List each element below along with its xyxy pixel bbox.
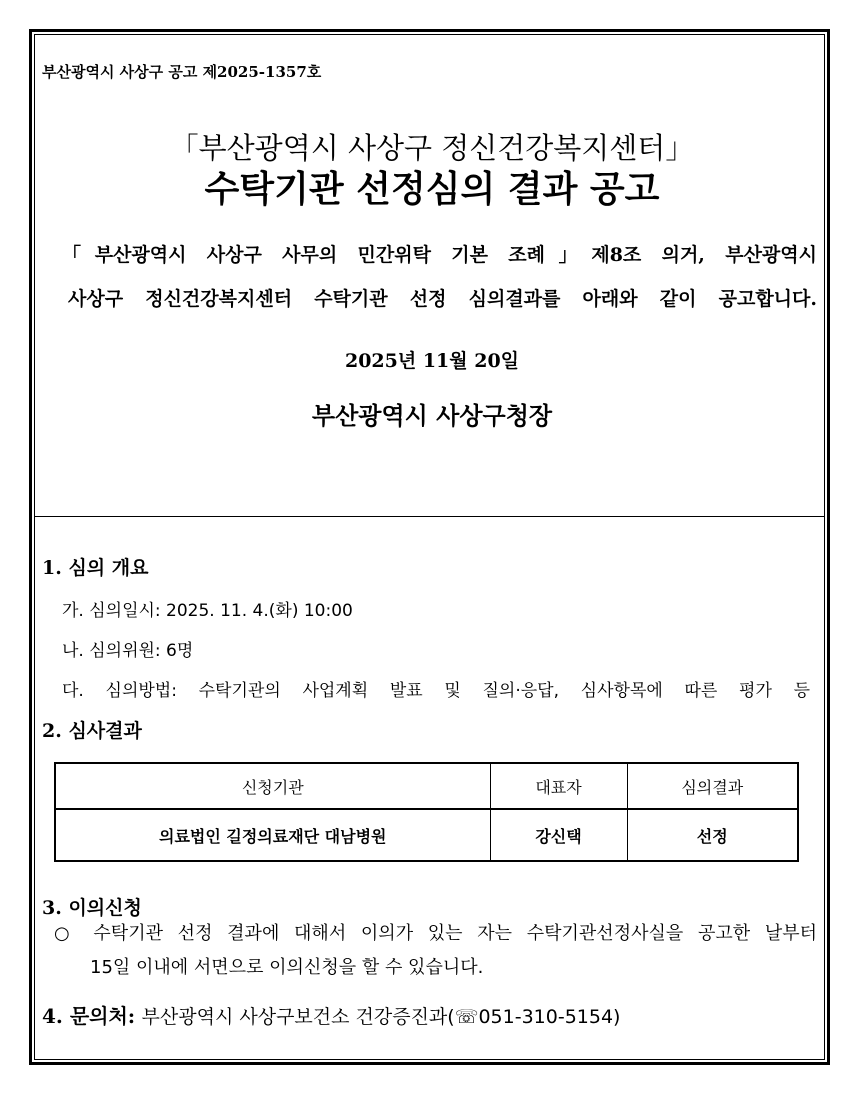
bullet-circle: ○ — [54, 923, 79, 944]
header-result: 심의결과 — [627, 763, 798, 809]
notice-date: 2025년 11월 20일 — [344, 350, 520, 372]
review-datetime: 가. 심의일시: 2025. 11. 4.(화) 10:00 — [62, 601, 353, 621]
result-table — [54, 762, 799, 862]
section-1-heading: 1. 심의 개요 — [42, 557, 149, 579]
objection-text-line-2: 15일 이내에 서면으로 이의신청을 할 수 있습니다. — [90, 957, 484, 978]
section-3-heading: 3. 이의신청 — [42, 897, 142, 919]
review-method: 다. 심의방법: 수탁기관의 사업계획 발표 및 질의·응답, 심사항목에 따른 평가 등 — [62, 681, 810, 701]
cell-result: 선정 — [627, 809, 798, 861]
title-line-1: 「부산광역시 사상구 정신건강복지센터」 — [169, 131, 695, 165]
table-header-row — [55, 763, 798, 809]
objection-text-1: 수탁기관 선정 결과에 대해서 이의가 있는 자는 수탁기관선정사실을 공고한 날부터 — [93, 923, 817, 944]
header-applicant: 신청기관 — [55, 763, 490, 809]
header-divider — [34, 516, 825, 517]
table-row — [55, 809, 798, 861]
contact-label: 4. 문의처: — [42, 1004, 136, 1028]
signer: 부산광역시 사상구청장 — [311, 401, 553, 430]
cell-representative: 강신택 — [490, 809, 627, 861]
cell-applicant: 의료법인 길정의료재단 대남병원 — [55, 809, 490, 861]
page-title: 수탁기관 선정심의 결과 공고 — [204, 168, 660, 210]
contact — [42, 1000, 620, 1029]
objection-text-line-1 — [54, 919, 817, 945]
contact-value: 부산광역시 사상구보건소 건강증진과(☏051-310-5154) — [141, 1006, 621, 1028]
header-representative: 대표자 — [490, 763, 627, 809]
notice-number: 부산광역시 사상구 공고 제2025-1357호 — [42, 63, 322, 81]
review-committee: 나. 심의위원: 6명 — [62, 641, 194, 661]
intro-line-2: 사상구 정신건강복지센터 수탁기관 선정 심의결과를 아래와 같이 공고합니다. — [68, 288, 817, 310]
section-2-heading: 2. 심사결과 — [42, 720, 142, 742]
intro-line-1: 「부산광역시 사상구 사무의 민간위탁 기본 조례」제8조 의거, 부산광역시 — [62, 244, 817, 266]
